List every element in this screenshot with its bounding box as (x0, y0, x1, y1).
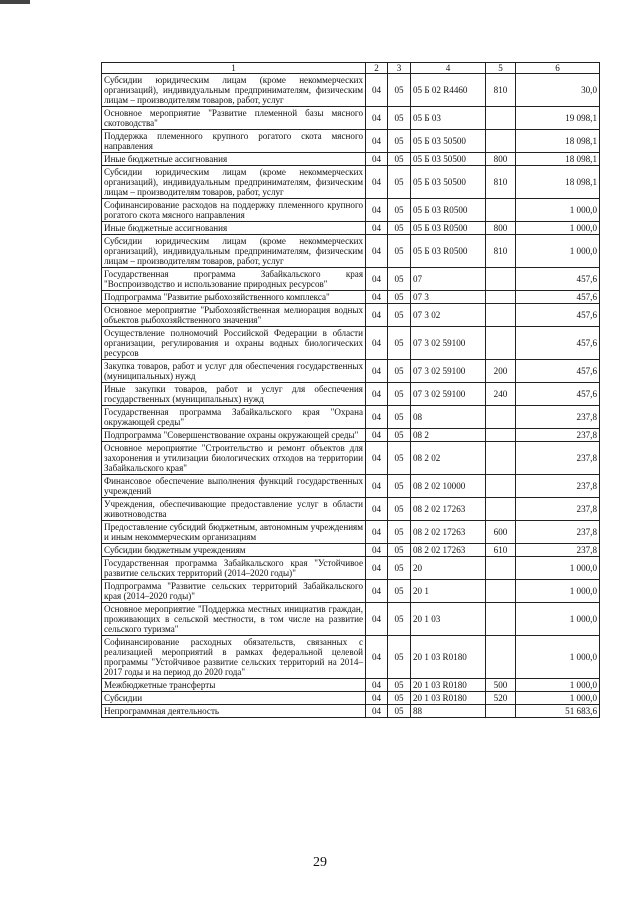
table-row (102, 222, 600, 235)
row-name-cell: Субсидии юридическим лицам (кроме некоммерческих организаций), индивидуальным предпринимателям, физическим лицам – производителям товаров, работ, услуг (102, 235, 366, 268)
row-expense-type-cell (486, 107, 516, 130)
row-expense-type-cell (486, 304, 516, 327)
row-name-cell: Подпрограмма "Совершенствование охраны окружающей среды" (102, 429, 366, 442)
row-expense-type-cell: 810 (486, 74, 516, 107)
row-target-code-cell: 05 Б 03 R0500 (411, 199, 486, 222)
row-name-cell: Учреждения, обеспечивающие предоставление услуг в области животноводства (102, 498, 366, 521)
row-amount-cell: 457,6 (516, 291, 600, 304)
table-row (102, 199, 600, 222)
row-expense-type-cell: 800 (486, 222, 516, 235)
row-subsection-cell: 05 (388, 442, 411, 475)
row-section-cell: 04 (366, 429, 388, 442)
row-target-code-cell: 20 1 03 R0180 (411, 636, 486, 679)
row-name-cell: Государственная программа Забайкальского края "Устойчивое развитие сельских территорий (2014–2020 годы)" (102, 557, 366, 580)
table-row (102, 442, 600, 475)
table-row (102, 74, 600, 107)
row-expense-type-cell (486, 705, 516, 718)
row-section-cell: 04 (366, 166, 388, 199)
row-section-cell: 04 (366, 107, 388, 130)
row-name-cell: Государственная программа Забайкальского края "Воспроизводство и использование природных ресурсов" (102, 268, 366, 291)
row-expense-type-cell (486, 498, 516, 521)
row-target-code-cell: 05 Б 02 R4460 (411, 74, 486, 107)
row-expense-type-cell (486, 268, 516, 291)
row-section-cell: 04 (366, 557, 388, 580)
table-row (102, 166, 600, 199)
row-section-cell: 04 (366, 199, 388, 222)
row-target-code-cell: 08 2 02 10000 (411, 475, 486, 498)
row-subsection-cell: 05 (388, 705, 411, 718)
table-row (102, 705, 600, 718)
header-cell: 3 (388, 63, 411, 74)
row-name-cell: Иные бюджетные ассигнования (102, 222, 366, 235)
row-amount-cell: 237,8 (516, 406, 600, 429)
row-name-cell: Субсидии юридическим лицам (кроме некоммерческих организаций), индивидуальным предпринимателям, физическим лицам – производителям товаров, работ, услуг (102, 166, 366, 199)
row-expense-type-cell (486, 475, 516, 498)
row-target-code-cell: 05 Б 03 50500 (411, 166, 486, 199)
row-subsection-cell: 05 (388, 544, 411, 557)
row-section-cell: 04 (366, 692, 388, 705)
row-expense-type-cell: 810 (486, 166, 516, 199)
header-cell: 6 (516, 63, 600, 74)
row-section-cell: 04 (366, 498, 388, 521)
row-subsection-cell: 05 (388, 679, 411, 692)
row-subsection-cell: 05 (388, 580, 411, 603)
row-name-cell: Основное мероприятие "Строительство и ремонт объектов для захоронения и утилизации биологических отходов на территории Забайкальского края" (102, 442, 366, 475)
row-target-code-cell: 88 (411, 705, 486, 718)
row-target-code-cell: 08 2 (411, 429, 486, 442)
row-subsection-cell: 05 (388, 304, 411, 327)
row-subsection-cell: 05 (388, 636, 411, 679)
row-section-cell: 04 (366, 268, 388, 291)
row-subsection-cell: 05 (388, 166, 411, 199)
row-section-cell: 04 (366, 442, 388, 475)
row-target-code-cell: 07 3 02 (411, 304, 486, 327)
row-expense-type-cell (486, 406, 516, 429)
row-subsection-cell: 05 (388, 130, 411, 153)
row-subsection-cell: 05 (388, 603, 411, 636)
row-amount-cell: 1 000,0 (516, 603, 600, 636)
table-row (102, 557, 600, 580)
row-section-cell: 04 (366, 153, 388, 166)
row-expense-type-cell (486, 442, 516, 475)
row-section-cell: 04 (366, 235, 388, 268)
row-target-code-cell: 05 Б 03 50500 (411, 153, 486, 166)
row-expense-type-cell (486, 636, 516, 679)
row-target-code-cell: 20 1 03 (411, 603, 486, 636)
row-name-cell: Основное мероприятие "Рыбохозяйственная мелиорация водных объектов рыбохозяйственного значения" (102, 304, 366, 327)
row-amount-cell: 1 000,0 (516, 235, 600, 268)
row-amount-cell: 1 000,0 (516, 580, 600, 603)
row-section-cell: 04 (366, 222, 388, 235)
table-row (102, 636, 600, 679)
row-amount-cell: 18 098,1 (516, 130, 600, 153)
row-name-cell: Подпрограмма "Развитие рыбохозяйственного комплекса" (102, 291, 366, 304)
row-target-code-cell: 08 (411, 406, 486, 429)
row-subsection-cell: 05 (388, 268, 411, 291)
row-amount-cell: 457,6 (516, 268, 600, 291)
row-target-code-cell: 07 3 (411, 291, 486, 304)
row-subsection-cell: 05 (388, 107, 411, 130)
table-row (102, 107, 600, 130)
row-amount-cell: 457,6 (516, 327, 600, 360)
table-row (102, 291, 600, 304)
row-name-cell: Закупка товаров, работ и услуг для обеспечения государственных (муниципальных) нужд (102, 360, 366, 383)
header-cell: 2 (366, 63, 388, 74)
row-expense-type-cell (486, 327, 516, 360)
row-section-cell: 04 (366, 580, 388, 603)
table-row (102, 360, 600, 383)
row-section-cell: 04 (366, 383, 388, 406)
row-expense-type-cell: 200 (486, 360, 516, 383)
row-expense-type-cell: 810 (486, 235, 516, 268)
row-expense-type-cell (486, 580, 516, 603)
table-row (102, 475, 600, 498)
table-row (102, 130, 600, 153)
row-target-code-cell: 08 2 02 17263 (411, 498, 486, 521)
header-cell: 5 (486, 63, 516, 74)
row-subsection-cell: 05 (388, 406, 411, 429)
row-name-cell: Подпрограмма "Развитие сельских территорий Забайкальского края (2014–2020 годы)" (102, 580, 366, 603)
row-section-cell: 04 (366, 475, 388, 498)
row-section-cell: 04 (366, 544, 388, 557)
row-expense-type-cell: 240 (486, 383, 516, 406)
table-row (102, 521, 600, 544)
row-expense-type-cell (486, 603, 516, 636)
row-subsection-cell: 05 (388, 692, 411, 705)
row-amount-cell: 1 000,0 (516, 557, 600, 580)
row-name-cell: Межбюджетные трансферты (102, 679, 366, 692)
row-name-cell: Иные закупки товаров, работ и услуг для обеспечения государственных (муниципальных) нужд (102, 383, 366, 406)
table-row (102, 327, 600, 360)
row-amount-cell: 51 683,6 (516, 705, 600, 718)
table-row (102, 679, 600, 692)
row-expense-type-cell (486, 199, 516, 222)
row-name-cell: Иные бюджетные ассигнования (102, 153, 366, 166)
row-target-code-cell: 05 Б 03 R0500 (411, 235, 486, 268)
row-name-cell: Поддержка племенного крупного рогатого скота мясного направления (102, 130, 366, 153)
row-expense-type-cell: 520 (486, 692, 516, 705)
table-row (102, 406, 600, 429)
row-subsection-cell: 05 (388, 557, 411, 580)
row-name-cell: Софинансирование расходов на поддержку племенного крупного рогатого скота мясного направления (102, 199, 366, 222)
row-expense-type-cell (486, 557, 516, 580)
row-name-cell: Предоставление субсидий бюджетным, автономным учреждениям и иным некоммерческим организациям (102, 521, 366, 544)
row-subsection-cell: 05 (388, 235, 411, 268)
table-row (102, 544, 600, 557)
row-amount-cell: 237,8 (516, 521, 600, 544)
row-name-cell: Осуществление полномочий Российской Федерации в области организации, регулирования и охраны водных биологических ресурсов (102, 327, 366, 360)
row-amount-cell: 1 000,0 (516, 636, 600, 679)
row-name-cell: Субсидии (102, 692, 366, 705)
row-subsection-cell: 05 (388, 74, 411, 107)
row-amount-cell: 1 000,0 (516, 679, 600, 692)
table-row (102, 692, 600, 705)
row-amount-cell: 1 000,0 (516, 199, 600, 222)
budget-table (101, 62, 600, 718)
row-section-cell: 04 (366, 406, 388, 429)
row-section-cell: 04 (366, 636, 388, 679)
row-section-cell: 04 (366, 327, 388, 360)
table-row (102, 304, 600, 327)
row-subsection-cell: 05 (388, 521, 411, 544)
row-target-code-cell: 07 (411, 268, 486, 291)
table-row (102, 235, 600, 268)
row-target-code-cell: 08 2 02 (411, 442, 486, 475)
row-section-cell: 04 (366, 74, 388, 107)
row-amount-cell: 30,0 (516, 74, 600, 107)
row-expense-type-cell (486, 429, 516, 442)
row-target-code-cell: 07 3 02 59100 (411, 327, 486, 360)
row-section-cell: 04 (366, 521, 388, 544)
row-amount-cell: 18 098,1 (516, 166, 600, 199)
row-expense-type-cell: 500 (486, 679, 516, 692)
row-section-cell: 04 (366, 603, 388, 636)
row-target-code-cell: 05 Б 03 (411, 107, 486, 130)
row-subsection-cell: 05 (388, 199, 411, 222)
row-amount-cell: 18 098,1 (516, 153, 600, 166)
page-number: 29 (313, 855, 327, 870)
row-name-cell: Финансовое обеспечение выполнения функций государственных учреждений (102, 475, 366, 498)
row-expense-type-cell (486, 130, 516, 153)
row-name-cell: Основное мероприятие "Развитие племенной базы мясного скотоводства" (102, 107, 366, 130)
row-target-code-cell: 08 2 02 17263 (411, 521, 486, 544)
row-subsection-cell: 05 (388, 327, 411, 360)
row-subsection-cell: 05 (388, 383, 411, 406)
table-row (102, 268, 600, 291)
row-target-code-cell: 20 1 (411, 580, 486, 603)
row-expense-type-cell: 610 (486, 544, 516, 557)
row-target-code-cell: 08 2 02 17263 (411, 544, 486, 557)
row-target-code-cell: 20 1 03 R0180 (411, 679, 486, 692)
row-amount-cell: 237,8 (516, 498, 600, 521)
row-name-cell: Непрограммная деятельность (102, 705, 366, 718)
row-target-code-cell: 20 (411, 557, 486, 580)
row-subsection-cell: 05 (388, 475, 411, 498)
table-row (102, 153, 600, 166)
row-target-code-cell: 20 1 03 R0180 (411, 692, 486, 705)
row-target-code-cell: 05 Б 03 50500 (411, 130, 486, 153)
header-cell: 4 (411, 63, 486, 74)
row-name-cell: Софинансирование расходных обязательств, связанных с реализацией мероприятий в рамках федеральной целевой программы "Устойчивое развитие сельских территорий на 2014–2017 годы и на период до 2020 года" (102, 636, 366, 679)
scan-edge-mark (0, 0, 30, 4)
row-subsection-cell: 05 (388, 291, 411, 304)
row-expense-type-cell: 600 (486, 521, 516, 544)
row-target-code-cell: 07 3 02 59100 (411, 360, 486, 383)
row-target-code-cell: 07 3 02 59100 (411, 383, 486, 406)
row-amount-cell: 19 098,1 (516, 107, 600, 130)
row-section-cell: 04 (366, 360, 388, 383)
table-row (102, 580, 600, 603)
row-name-cell: Субсидии бюджетным учреждениям (102, 544, 366, 557)
row-section-cell: 04 (366, 679, 388, 692)
budget-table-body (102, 63, 600, 718)
header-cell: 1 (102, 63, 366, 74)
row-expense-type-cell: 800 (486, 153, 516, 166)
row-section-cell: 04 (366, 304, 388, 327)
table-row (102, 603, 600, 636)
row-amount-cell: 457,6 (516, 304, 600, 327)
row-section-cell: 04 (366, 130, 388, 153)
row-section-cell: 04 (366, 291, 388, 304)
row-amount-cell: 237,8 (516, 544, 600, 557)
table-row (102, 383, 600, 406)
table-header-row (102, 63, 600, 74)
row-subsection-cell: 05 (388, 222, 411, 235)
row-name-cell: Основное мероприятие "Поддержка местных инициатив граждан, проживающих в сельской местности, в том числе на развитие сельского туризма" (102, 603, 366, 636)
row-subsection-cell: 05 (388, 429, 411, 442)
row-name-cell: Субсидии юридическим лицам (кроме некоммерческих организаций), индивидуальным предпринимателям, физическим лицам – производителям товаров, работ, услуг (102, 74, 366, 107)
row-amount-cell: 457,6 (516, 360, 600, 383)
row-amount-cell: 457,6 (516, 383, 600, 406)
row-section-cell: 04 (366, 705, 388, 718)
row-subsection-cell: 05 (388, 498, 411, 521)
row-subsection-cell: 05 (388, 153, 411, 166)
row-name-cell: Государственная программа Забайкальского края "Охрана окружающей среды" (102, 406, 366, 429)
row-amount-cell: 237,8 (516, 475, 600, 498)
row-expense-type-cell (486, 291, 516, 304)
row-amount-cell: 237,8 (516, 429, 600, 442)
row-amount-cell: 237,8 (516, 442, 600, 475)
row-amount-cell: 1 000,0 (516, 692, 600, 705)
table-row (102, 429, 600, 442)
row-target-code-cell: 05 Б 03 R0500 (411, 222, 486, 235)
row-subsection-cell: 05 (388, 360, 411, 383)
row-amount-cell: 1 000,0 (516, 222, 600, 235)
table-row (102, 498, 600, 521)
